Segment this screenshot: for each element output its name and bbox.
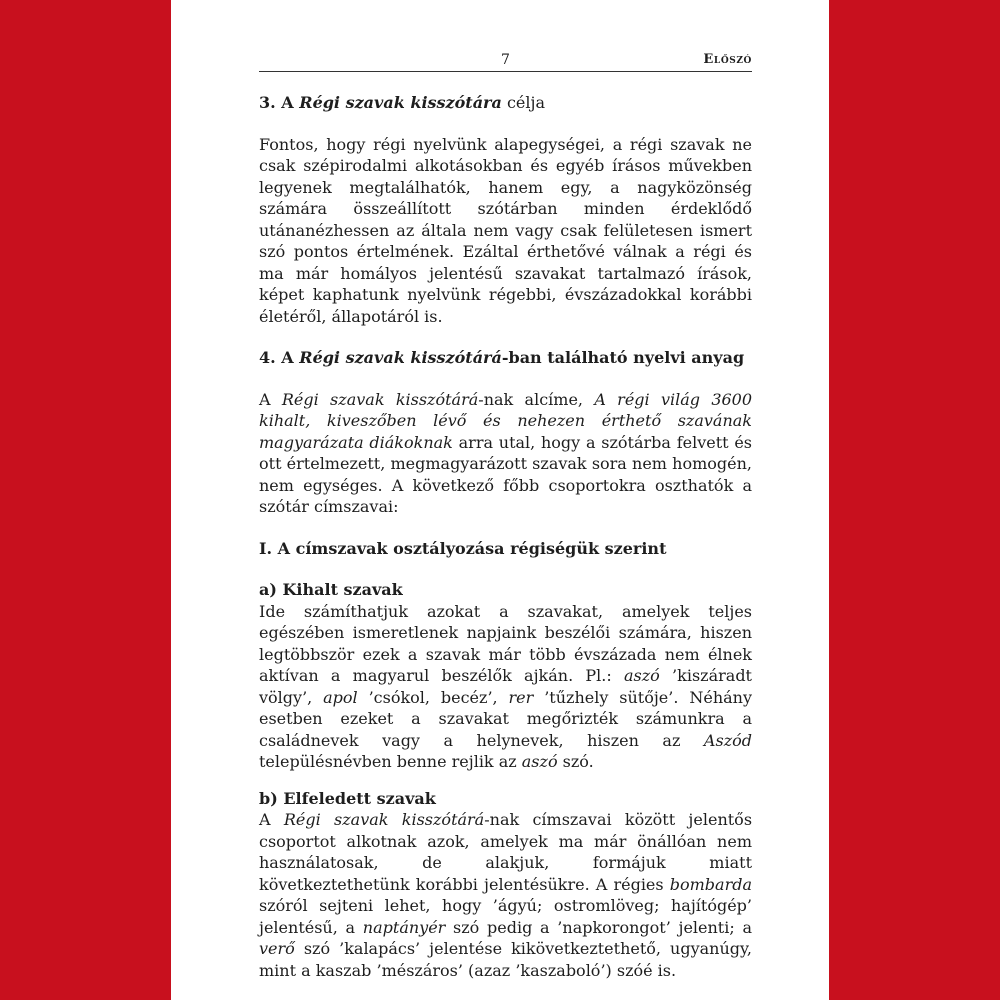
section-i-heading (259, 538, 752, 560)
text-run: aszó (624, 666, 660, 685)
text-run: ’kiszáradt völgy’, (259, 666, 752, 707)
text-run: Ide számíthatjuk azokat a szavakat, amelyek teljes egészében ismeretlenek napjaink beszélői számára, hiszen legtöbbször ezek a szavak már több évszázada nem élnek aktívan a magyarul beszélők ajkán. Pl.: (259, 601, 752, 685)
text-run: A (259, 810, 284, 829)
text-run: szó. (557, 752, 594, 771)
text-run: naptányér (362, 917, 446, 937)
section-3-heading (259, 92, 752, 114)
section-4-paragraph (259, 389, 752, 518)
subsection-b-heading (259, 788, 752, 810)
text-run: -nak alcíme, (478, 389, 595, 409)
text-run: ’tűzhely sütője’. Néhány esetben ezeket a szavakat megőrizték számunkra a családnevek vagy a helynevek, hiszen az (259, 687, 753, 750)
section-title: Előszó (703, 52, 752, 67)
text-run: ’csókol, becéz’, (357, 687, 509, 707)
text-run: Fontos, hogy régi nyelvünk alapegységei, a régi szavak ne csak szépirodalmi alkotásokban és egyéb írásos művekben legyenek megtalálhatók, hanem egy, a nagyközönség számára összeállított szótárban minden érdeklődő utánanézhessen az általa nem vagy csak felületesen ismert szó pontos értelmének. Ezáltal érthetővé válnak a régi és ma már homályos jelentésű szavakat tartalmazó írások, képet kaphatunk nyelvünk régebbi, évszázadokkal korábbi életéről, állapotáról is. (259, 134, 752, 326)
text-run: apol (323, 687, 358, 707)
text-run: Régi szavak kisszótára (299, 93, 502, 112)
text-run: Régi szavak kisszótárá (281, 389, 479, 409)
text-run: Régi szavak kisszótárá (299, 348, 502, 367)
text-run: Aszód (703, 730, 752, 750)
text-run: célja (501, 93, 545, 112)
text-run: -ban található nyelvi anyag (501, 348, 745, 367)
text-run: aszó (521, 752, 558, 771)
subsection-b-paragraph (259, 809, 752, 981)
text-run: A régi világ 3600 kihalt, kiveszőben lévő és nehezen érthető szavának magyarázata diákoknak (259, 389, 753, 452)
text-run: verő (259, 939, 295, 958)
text-run: bombarda (669, 874, 752, 894)
text-run: a) Kihalt szavak (259, 580, 403, 599)
text-run: -nak címszavai között jelentős csoportot alkotnak azok, amelyek ma már önállóan nem használatosak, de alakjuk, formájuk miatt következtethetünk korábbi jelentésükre. A régies (259, 810, 753, 894)
text-run: I. A címszavak osztályozása régiségük szerint (259, 538, 667, 558)
page-body (259, 92, 752, 981)
text-run: 4. A (259, 348, 300, 367)
text-run: b) Elfeledett szavak (259, 788, 436, 808)
book-page (171, 0, 829, 1000)
subsection-a-heading (259, 579, 752, 601)
text-run: 3. A (259, 93, 300, 112)
section-4-heading (259, 347, 752, 369)
text-run: A (259, 389, 282, 409)
text-run: szóról sejteni lehet, hogy ’ágyú; ostromlöveg; hajítógép’ jelentésű, a (259, 896, 752, 937)
page-number: 7 (501, 52, 510, 68)
text-run: szó pedig a ’napkorongot’ jelenti; a (445, 917, 752, 937)
running-head (259, 51, 752, 72)
text-run: Régi szavak kisszótárá (283, 810, 485, 829)
text-run: arra utal, hogy a szótárba felvett és ott értelmezett, megmagyarázott szavak sora nem homogén, nem egységes. A következő főbb csoportokra oszthatók a szótár címszavai: (259, 432, 753, 516)
subsection-a-paragraph (259, 601, 752, 773)
section-3-paragraph (259, 134, 752, 328)
text-run: szó ’kalapács’ jelentése kikövetkeztethető, ugyanúgy, mint a kaszab ’mészáros’ (azaz ’kaszaboló’) szóé is. (259, 939, 752, 980)
text-run: településnévben benne rejlik az (259, 752, 522, 771)
text-run: rer (508, 687, 534, 707)
